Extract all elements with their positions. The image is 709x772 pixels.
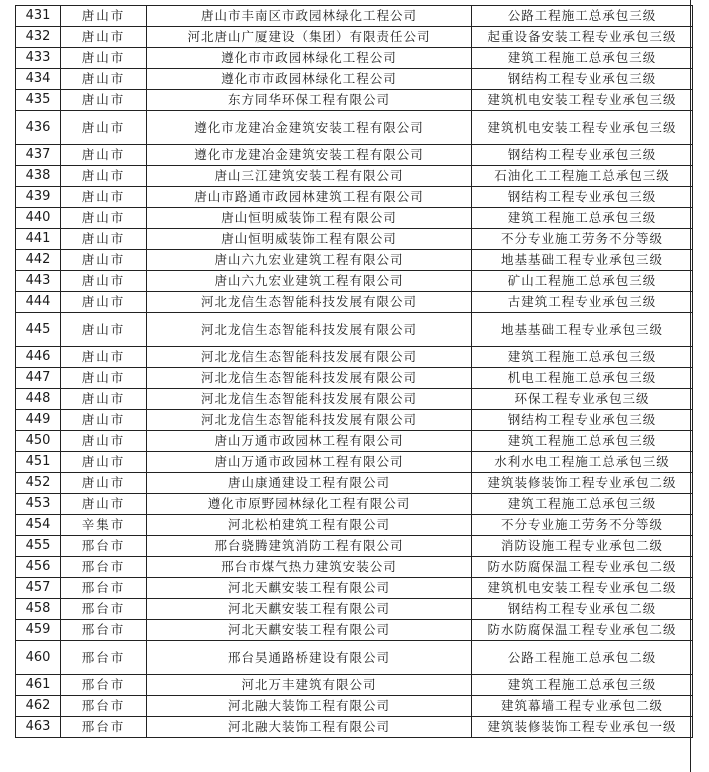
city-cell: 邢台市 <box>61 620 147 641</box>
qualification-cell: 古建筑工程专业承包三级 <box>472 292 693 313</box>
company-name-cell: 唐山万通市政园林工程有限公司 <box>147 431 472 452</box>
row-number-cell: 431 <box>16 6 61 27</box>
company-name-cell: 唐山六九宏业建筑工程有限公司 <box>147 271 472 292</box>
company-name-cell: 河北天麒安装工程有限公司 <box>147 578 472 599</box>
row-number-cell: 457 <box>16 578 61 599</box>
row-number-cell: 447 <box>16 368 61 389</box>
city-cell: 唐山市 <box>61 368 147 389</box>
city-cell: 唐山市 <box>61 166 147 187</box>
table-row <box>16 452 693 473</box>
qualification-cell: 建筑装修装饰工程专业承包二级 <box>472 473 693 494</box>
qualification-cell: 不分专业施工劳务不分等级 <box>472 229 693 250</box>
city-cell: 邢台市 <box>61 599 147 620</box>
table-row <box>16 111 693 145</box>
qualification-cell: 石油化工工程施工总承包三级 <box>472 166 693 187</box>
table-row <box>16 271 693 292</box>
city-cell: 唐山市 <box>61 271 147 292</box>
company-name-cell: 河北天麒安装工程有限公司 <box>147 599 472 620</box>
qualification-cell: 地基基础工程专业承包三级 <box>472 250 693 271</box>
qualification-cell: 水利水电工程施工总承包三级 <box>472 452 693 473</box>
company-name-cell: 唐山市路通市政园林建筑工程有限公司 <box>147 187 472 208</box>
table-row <box>16 578 693 599</box>
row-number-cell: 458 <box>16 599 61 620</box>
city-cell: 邢台市 <box>61 641 147 675</box>
table-row <box>16 494 693 515</box>
city-cell: 唐山市 <box>61 69 147 90</box>
row-number-cell: 448 <box>16 389 61 410</box>
row-number-cell: 450 <box>16 431 61 452</box>
company-name-cell: 唐山万通市政园林工程有限公司 <box>147 452 472 473</box>
row-number-cell: 433 <box>16 48 61 69</box>
qualification-cell: 建筑工程施工总承包三级 <box>472 494 693 515</box>
table-row <box>16 368 693 389</box>
company-name-cell: 河北唐山广厦建设（集团）有限责任公司 <box>147 27 472 48</box>
city-cell: 辛集市 <box>61 515 147 536</box>
row-number-cell: 436 <box>16 111 61 145</box>
table-row <box>16 90 693 111</box>
row-number-cell: 440 <box>16 208 61 229</box>
row-number-cell: 445 <box>16 313 61 347</box>
qualification-cell: 建筑机电安装工程专业承包三级 <box>472 111 693 145</box>
city-cell: 唐山市 <box>61 452 147 473</box>
city-cell: 唐山市 <box>61 410 147 431</box>
qualification-cell: 公路工程施工总承包三级 <box>472 6 693 27</box>
row-number-cell: 463 <box>16 717 61 738</box>
company-name-cell: 唐山六九宏业建筑工程有限公司 <box>147 250 472 271</box>
city-cell: 唐山市 <box>61 347 147 368</box>
city-cell: 邢台市 <box>61 717 147 738</box>
table-row <box>16 208 693 229</box>
qualification-cell: 建筑幕墙工程专业承包二级 <box>472 696 693 717</box>
company-name-cell: 河北松柏建筑工程有限公司 <box>147 515 472 536</box>
row-number-cell: 451 <box>16 452 61 473</box>
qualification-cell: 建筑机电安装工程专业承包三级 <box>472 90 693 111</box>
row-number-cell: 439 <box>16 187 61 208</box>
row-number-cell: 454 <box>16 515 61 536</box>
row-number-cell: 443 <box>16 271 61 292</box>
company-name-cell: 邢台市煤气热力建筑安装公司 <box>147 557 472 578</box>
qualification-cell: 钢结构工程专业承包三级 <box>472 410 693 431</box>
company-name-cell: 河北龙信生态智能科技发展有限公司 <box>147 347 472 368</box>
row-number-cell: 461 <box>16 675 61 696</box>
city-cell: 唐山市 <box>61 90 147 111</box>
row-number-cell: 444 <box>16 292 61 313</box>
table-row <box>16 599 693 620</box>
table-row <box>16 557 693 578</box>
table-row <box>16 313 693 347</box>
qualification-cell: 建筑工程施工总承包三级 <box>472 347 693 368</box>
row-number-cell: 442 <box>16 250 61 271</box>
table-row <box>16 347 693 368</box>
city-cell: 唐山市 <box>61 313 147 347</box>
table-row <box>16 675 693 696</box>
city-cell: 邢台市 <box>61 557 147 578</box>
qualification-cell: 起重设备安装工程专业承包三级 <box>472 27 693 48</box>
row-number-cell: 459 <box>16 620 61 641</box>
table-row <box>16 410 693 431</box>
qualification-cell: 防水防腐保温工程专业承包二级 <box>472 620 693 641</box>
table-row <box>16 696 693 717</box>
row-number-cell: 452 <box>16 473 61 494</box>
row-number-cell: 449 <box>16 410 61 431</box>
company-name-cell: 邢台昊通路桥建设有限公司 <box>147 641 472 675</box>
qualification-cell: 建筑装修装饰工程专业承包一级 <box>472 717 693 738</box>
qualification-cell: 钢结构工程专业承包二级 <box>472 599 693 620</box>
table-row <box>16 166 693 187</box>
table-row <box>16 27 693 48</box>
city-cell: 唐山市 <box>61 229 147 250</box>
company-name-cell: 唐山恒明威装饰工程有限公司 <box>147 208 472 229</box>
table-body <box>16 6 693 738</box>
row-number-cell: 455 <box>16 536 61 557</box>
row-number-cell: 456 <box>16 557 61 578</box>
qualification-cell: 建筑工程施工总承包三级 <box>472 208 693 229</box>
table-row <box>16 48 693 69</box>
company-name-cell: 唐山康通建设工程有限公司 <box>147 473 472 494</box>
company-name-cell: 唐山三江建筑安装工程有限公司 <box>147 166 472 187</box>
city-cell: 唐山市 <box>61 494 147 515</box>
table-row <box>16 6 693 27</box>
company-name-cell: 河北龙信生态智能科技发展有限公司 <box>147 313 472 347</box>
table-row <box>16 69 693 90</box>
qualification-cell: 钢结构工程专业承包三级 <box>472 145 693 166</box>
company-name-cell: 东方同华环保工程有限公司 <box>147 90 472 111</box>
city-cell: 邢台市 <box>61 696 147 717</box>
table-row <box>16 536 693 557</box>
company-name-cell: 遵化市市政园林绿化工程公司 <box>147 48 472 69</box>
row-number-cell: 434 <box>16 69 61 90</box>
city-cell: 邢台市 <box>61 578 147 599</box>
company-name-cell: 河北龙信生态智能科技发展有限公司 <box>147 368 472 389</box>
row-number-cell: 438 <box>16 166 61 187</box>
row-number-cell: 446 <box>16 347 61 368</box>
company-name-cell: 遵化市龙建冶金建筑安装工程有限公司 <box>147 111 472 145</box>
city-cell: 唐山市 <box>61 111 147 145</box>
row-number-cell: 432 <box>16 27 61 48</box>
table-row <box>16 145 693 166</box>
table-row <box>16 187 693 208</box>
table-row <box>16 641 693 675</box>
qualification-cell: 矿山工程施工总承包三级 <box>472 271 693 292</box>
company-name-cell: 邢台骁腾建筑消防工程有限公司 <box>147 536 472 557</box>
qualification-cell: 地基基础工程专业承包三级 <box>472 313 693 347</box>
company-name-cell: 河北龙信生态智能科技发展有限公司 <box>147 292 472 313</box>
qualification-cell: 环保工程专业承包三级 <box>472 389 693 410</box>
table-row <box>16 473 693 494</box>
company-name-cell: 河北龙信生态智能科技发展有限公司 <box>147 410 472 431</box>
city-cell: 唐山市 <box>61 27 147 48</box>
city-cell: 邢台市 <box>61 536 147 557</box>
qualification-cell: 机电工程施工总承包三级 <box>472 368 693 389</box>
city-cell: 唐山市 <box>61 48 147 69</box>
city-cell: 唐山市 <box>61 389 147 410</box>
qualification-cell: 不分专业施工劳务不分等级 <box>472 515 693 536</box>
city-cell: 唐山市 <box>61 208 147 229</box>
company-name-cell: 河北龙信生态智能科技发展有限公司 <box>147 389 472 410</box>
company-name-cell: 河北万丰建筑有限公司 <box>147 675 472 696</box>
company-name-cell: 遵化市龙建冶金建筑安装工程有限公司 <box>147 145 472 166</box>
qualification-cell: 消防设施工程专业承包二级 <box>472 536 693 557</box>
company-name-cell: 河北天麒安装工程有限公司 <box>147 620 472 641</box>
company-name-cell: 河北融大装饰工程有限公司 <box>147 696 472 717</box>
qualification-cell: 防水防腐保温工程专业承包二级 <box>472 557 693 578</box>
qualification-cell: 建筑机电安装工程专业承包二级 <box>472 578 693 599</box>
city-cell: 唐山市 <box>61 6 147 27</box>
table-row <box>16 250 693 271</box>
row-number-cell: 435 <box>16 90 61 111</box>
row-number-cell: 441 <box>16 229 61 250</box>
table-row <box>16 515 693 536</box>
table-row <box>16 292 693 313</box>
company-name-cell: 唐山市丰南区市政园林绿化工程公司 <box>147 6 472 27</box>
row-number-cell: 460 <box>16 641 61 675</box>
qualification-cell: 建筑工程施工总承包三级 <box>472 431 693 452</box>
table-row <box>16 431 693 452</box>
table-row <box>16 389 693 410</box>
city-cell: 邢台市 <box>61 675 147 696</box>
row-number-cell: 453 <box>16 494 61 515</box>
row-number-cell: 462 <box>16 696 61 717</box>
qualification-cell: 钢结构工程专业承包三级 <box>472 69 693 90</box>
qualification-cell: 公路工程施工总承包二级 <box>472 641 693 675</box>
table-row <box>16 620 693 641</box>
qualification-cell: 钢结构工程专业承包三级 <box>472 187 693 208</box>
city-cell: 唐山市 <box>61 431 147 452</box>
table-row <box>16 229 693 250</box>
qualification-table <box>15 5 693 738</box>
qualification-cell: 建筑工程施工总承包三级 <box>472 675 693 696</box>
company-name-cell: 遵化市原野园林绿化工程有限公司 <box>147 494 472 515</box>
qualification-table-container <box>15 5 692 738</box>
company-name-cell: 河北融大装饰工程有限公司 <box>147 717 472 738</box>
qualification-cell: 建筑工程施工总承包三级 <box>472 48 693 69</box>
company-name-cell: 遵化市市政园林绿化工程公司 <box>147 69 472 90</box>
city-cell: 唐山市 <box>61 473 147 494</box>
row-number-cell: 437 <box>16 145 61 166</box>
city-cell: 唐山市 <box>61 187 147 208</box>
company-name-cell: 唐山恒明威装饰工程有限公司 <box>147 229 472 250</box>
city-cell: 唐山市 <box>61 250 147 271</box>
city-cell: 唐山市 <box>61 292 147 313</box>
city-cell: 唐山市 <box>61 145 147 166</box>
table-row <box>16 717 693 738</box>
